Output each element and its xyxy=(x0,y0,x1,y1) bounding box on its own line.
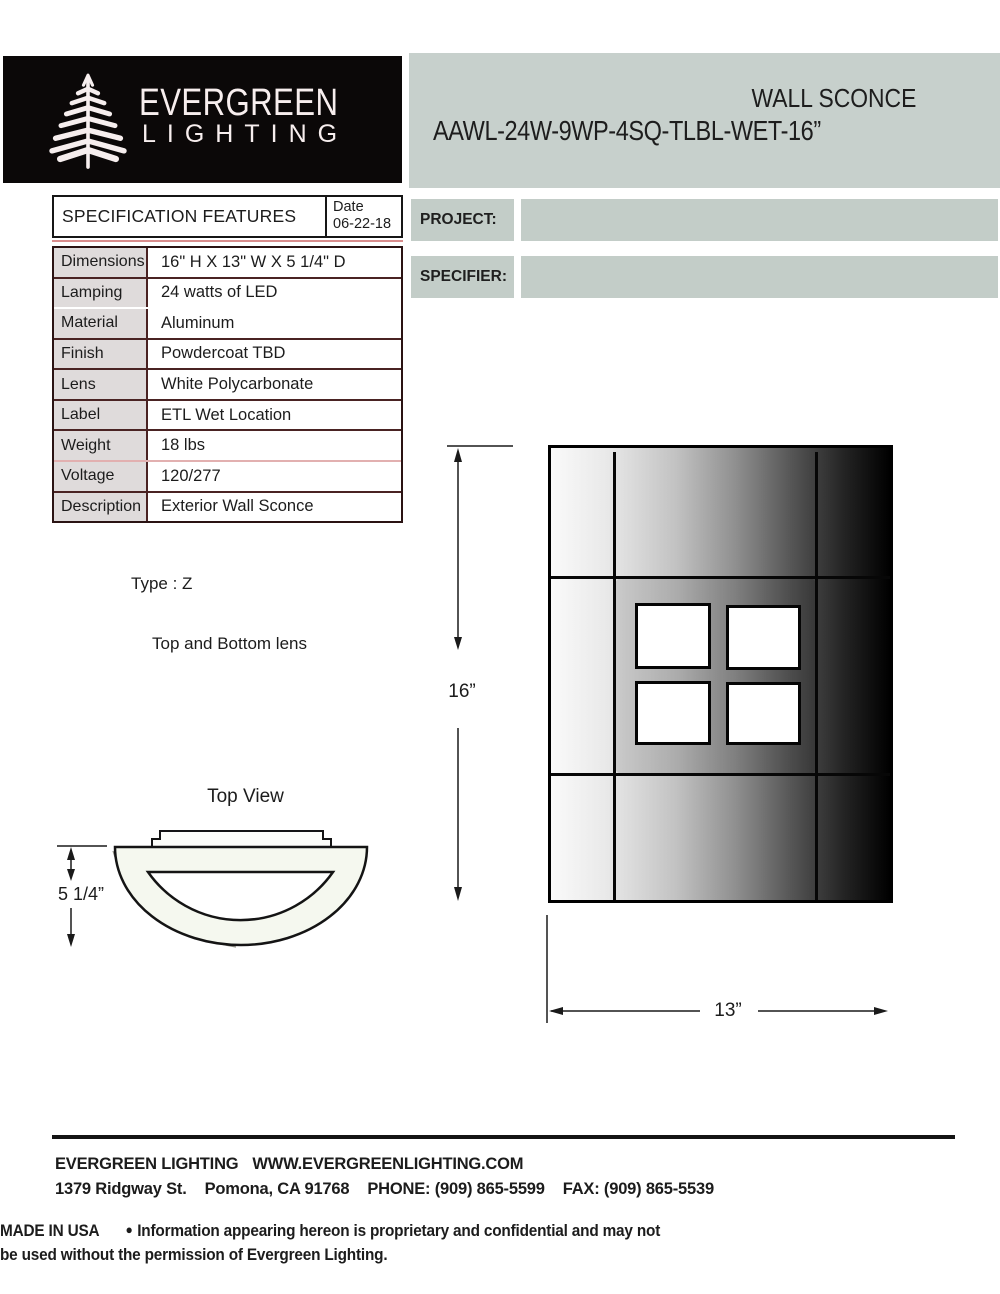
row-label: Voltage xyxy=(54,462,148,491)
project-label: PROJECT: xyxy=(411,199,514,241)
notice-text-1: Information appearing hereon is proprietary and confidential and may not xyxy=(137,1222,661,1240)
row-value: Aluminum xyxy=(161,313,235,332)
pine-tree-icon xyxy=(43,66,133,170)
logo-block xyxy=(3,56,402,183)
spec-table xyxy=(52,246,403,523)
depth-dimension-label: 5 1/4” xyxy=(58,884,105,904)
table-row xyxy=(54,338,401,369)
brand-subname: LIGHTING xyxy=(142,120,349,148)
row-value: 16" H X 13" W X 5 1/4" D xyxy=(161,252,346,271)
row-label: Lens xyxy=(54,370,148,399)
footer-notice-line1 xyxy=(0,1222,660,1241)
row-value: Exterior Wall Sconce xyxy=(161,497,314,516)
spec-features-title: SPECIFICATION FEATURES xyxy=(62,206,297,226)
red-accent-line xyxy=(52,240,403,242)
footer-company-line xyxy=(55,1155,523,1174)
row-label: Dimensions xyxy=(54,248,148,277)
footer-phone: PHONE: (909) 865-5599 xyxy=(367,1180,545,1198)
top-view-title: Top View xyxy=(207,786,284,807)
row-value: 18 lbs xyxy=(161,436,206,455)
date-label: Date xyxy=(333,199,364,215)
footer-notice-line2 xyxy=(0,1246,387,1265)
spec-features-header xyxy=(52,195,403,238)
row-label: Material xyxy=(54,309,148,338)
footer-website[interactable]: WWW.EVERGREENLIGHTING.COM xyxy=(252,1155,524,1173)
product-type-title: WALL SCONCE xyxy=(751,83,916,113)
footer-city: Pomona, CA 91768 xyxy=(204,1180,350,1198)
row-label: Weight xyxy=(54,431,148,460)
notice-text-2: be used without the permission of Evergreen Lighting. xyxy=(0,1246,388,1264)
row-value: Powdercoat TBD xyxy=(161,344,286,363)
footer-address: 1379 Ridgway St. xyxy=(55,1180,187,1198)
row-label: Label xyxy=(54,401,148,430)
row-label: Description xyxy=(54,493,148,522)
dimension-lines xyxy=(430,430,1000,1040)
specifier-label: SPECIFIER: xyxy=(411,256,514,298)
width-dimension-label: 13” xyxy=(714,1000,742,1021)
specifier-input[interactable] xyxy=(521,256,998,298)
table-row xyxy=(54,368,401,399)
type-note: Type : Z xyxy=(131,574,193,593)
row-value: 24 watts of LED xyxy=(161,283,278,302)
header-banner xyxy=(409,53,1000,188)
brand-name: EVERGREEN xyxy=(139,82,339,124)
footer-company: EVERGREEN LIGHTING xyxy=(55,1155,239,1173)
made-in-usa: MADE IN USA xyxy=(0,1222,100,1240)
lens-note: Top and Bottom lens xyxy=(152,634,307,653)
footer-contact-line xyxy=(55,1180,714,1199)
row-label: Lamping xyxy=(54,279,148,308)
table-row xyxy=(54,460,401,491)
project-input[interactable] xyxy=(521,199,998,241)
table-row xyxy=(54,248,401,277)
row-value: ETL Wet Location xyxy=(161,405,292,424)
table-row xyxy=(54,399,401,430)
bullet-icon: ● xyxy=(125,1222,133,1237)
row-value: 120/277 xyxy=(161,466,221,485)
footer-fax: FAX: (909) 865-5539 xyxy=(562,1180,714,1198)
row-label: Finish xyxy=(54,340,148,369)
date-cell xyxy=(325,197,401,236)
table-row xyxy=(54,429,401,460)
date-value: 06-22-18 xyxy=(333,216,392,232)
model-number: AAWL-24W-9WP-4SQ-TLBL-WET-16” xyxy=(433,115,821,146)
table-row xyxy=(54,307,401,338)
height-dimension-label: 16” xyxy=(448,681,476,702)
table-row xyxy=(54,491,401,522)
row-value: White Polycarbonate xyxy=(161,375,314,394)
table-row xyxy=(54,277,401,308)
footer-rule xyxy=(52,1135,955,1139)
